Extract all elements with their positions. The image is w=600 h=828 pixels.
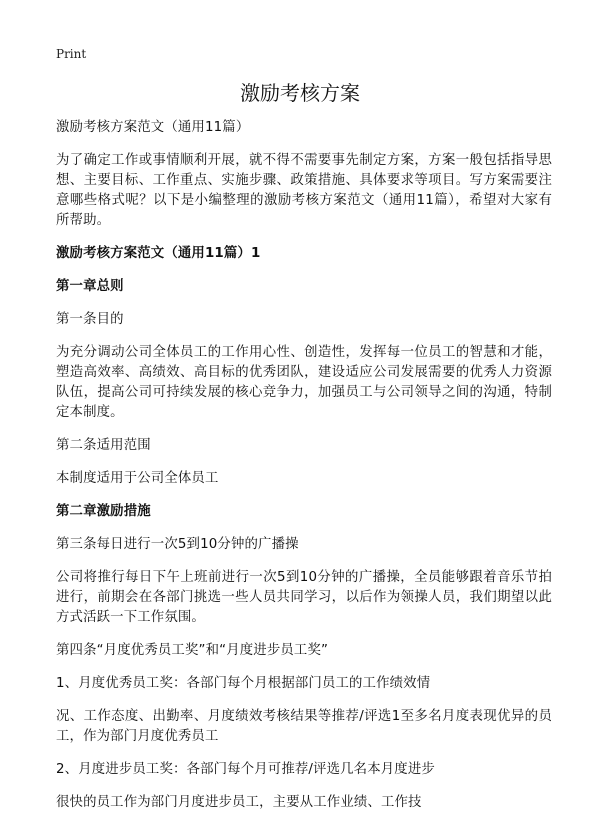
subtitle-paragraph: 激励考核方案范文（通用11篇） [56,120,250,135]
intro-paragraph: 为了确定工作或事情顺利开展，就不得不需要事先制定方案，方案一般包括指导思想、主要目标、工作重点、实施步骤、政策措施、具体要求等项目。写方案需要注意哪些格式呢？以下是小编整理的激励考核方案范文（通用11篇），希望对大家有所帮助。 [56,153,552,228]
body-paragraph: 公司将推行每日下午上班前进行一次5到10分钟的广播操，全员能够跟着音乐节拍进行，前期会在各部门挑选一些人员共同学习，以后作为领操人员，我们期望以此方式活跃一下工作氛围。 [56,570,552,625]
body-paragraph: 为充分调动公司全体员工的工作用心性、创造性，发挥每一位员工的智慧和才能，塑造高效率、高绩效、高目标的优秀团队，建设适应公司发展需要的优秀人力资源队伍，提高公司可持续发展的核心竞争力，加强员工与公司领导之间的沟通，特制定本制度。 [56,345,552,420]
document-body [56,118,552,813]
chapter-heading: 第二章激励措施 [56,504,151,519]
print-link[interactable]: Print [56,47,87,61]
body-paragraph: 1、月度优秀员工奖：各部门每个月根据部门员工的工作绩效情 [56,676,431,691]
article-heading: 第一条目的 [56,312,124,327]
section-heading: 激励考核方案范文（通用11篇）1 [56,246,261,261]
article-heading: 第二条适用范围 [56,438,151,453]
article-heading: 第三条每日进行一次5到10分钟的广播操 [56,537,299,552]
body-paragraph: 很快的员工作为部门月度进步员工，主要从工作业绩、工作技 [56,795,422,810]
body-paragraph: 况、工作态度、出勤率、月度绩效考核结果等推荐/评选1至多名月度表现优异的员工，作为部门月度优秀员工 [56,709,552,744]
document-title: 激励考核方案 [240,81,360,105]
body-paragraph: 2、月度进步员工奖：各部门每个月可推荐/评选几名本月度进步 [56,762,435,777]
article-heading: 第四条“月度优秀员工奖”和“月度进步员工奖” [56,643,329,658]
body-paragraph: 本制度适用于公司全体员工 [56,471,219,486]
chapter-heading: 第一章总则 [56,279,124,294]
